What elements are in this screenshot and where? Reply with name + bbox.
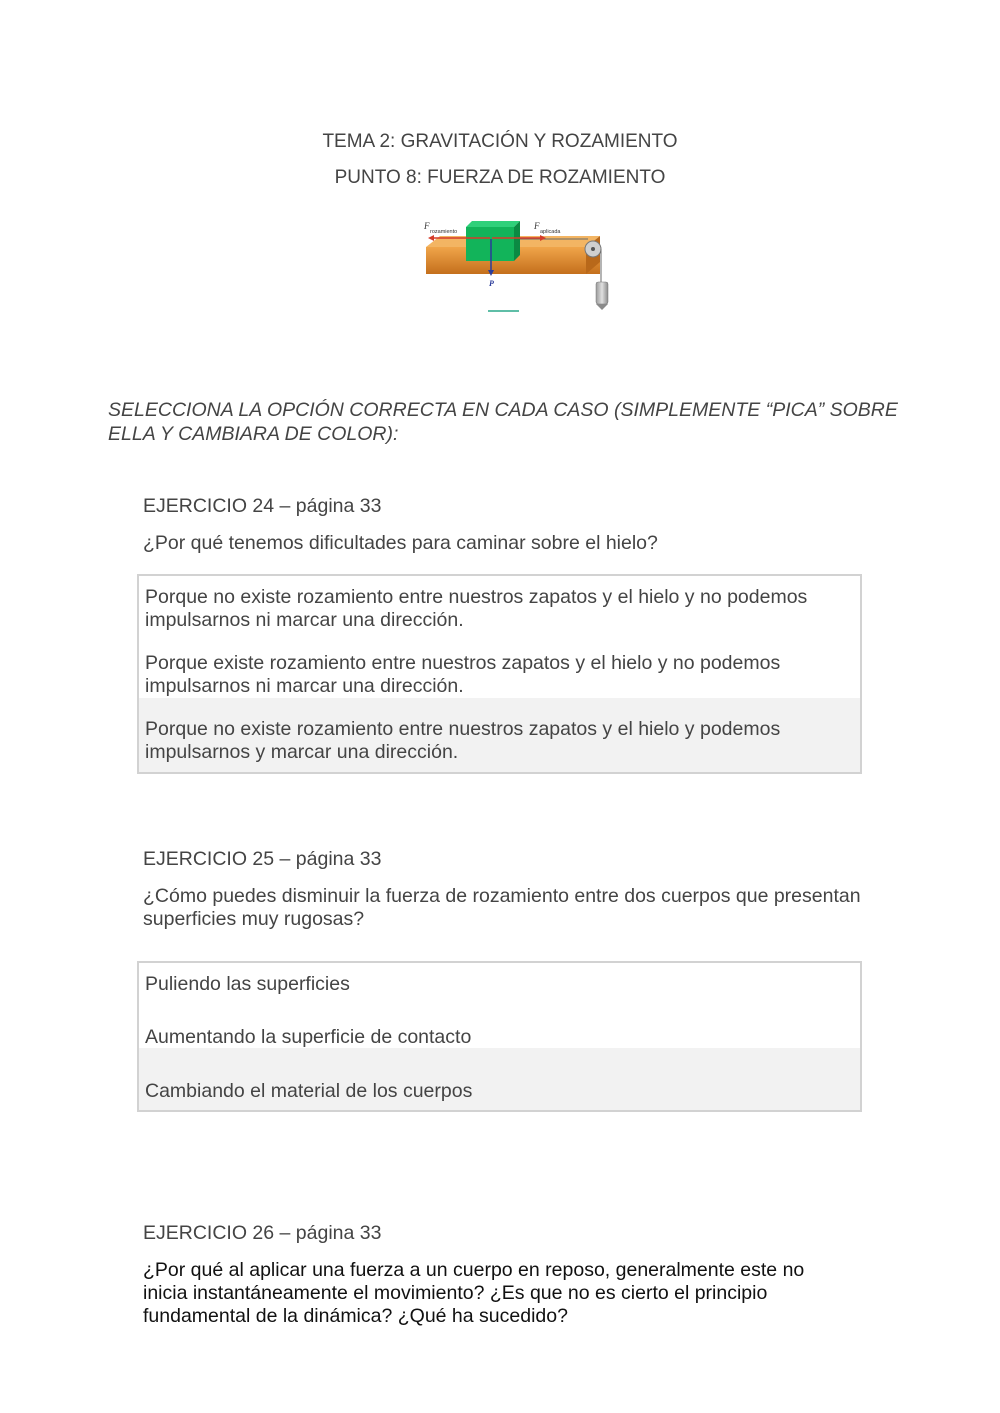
exercise-24-option-2[interactable]: [139, 652, 860, 698]
page-subtitle: PUNTO 8: FUERZA DE ROZAMIENTO: [334, 167, 666, 188]
label-weight: P: [489, 279, 494, 288]
exercise-26-question: ¿Por qué al aplicar una fuerza a un cuerpo en reposo, generalmente este no inicia instantáneamente el movimiento? ¿Es que no es cierto el principio fundamental de la dinámica? ¿Qué ha sucedido?: [143, 1259, 805, 1327]
option-label: Porque no existe rozamiento entre nuestros zapatos y el hielo y podemos impulsarnos y marcar una dirección.: [145, 718, 781, 763]
friction-diagram: [418, 212, 618, 317]
option-label: Porque existe rozamiento entre nuestros zapatos y el hielo y no podemos impulsarnos ni marcar una dirección.: [145, 652, 781, 697]
option-label: Porque no existe rozamiento entre nuestros zapatos y el hielo y no podemos impulsarnos ni marcar una dirección.: [145, 586, 808, 631]
exercise-25-option-1[interactable]: [139, 973, 860, 1013]
hanging-weight: [596, 282, 608, 310]
exercise-25-question: ¿Cómo puedes disminuir la fuerza de rozamiento entre dos cuerpos que presentan superficies muy rugosas?: [143, 885, 861, 930]
exercise-24-question: ¿Por qué tenemos dificultades para caminar sobre el hielo?: [143, 532, 658, 554]
instructions: SELECCIONA LA OPCIÓN CORRECTA EN CADA CASO (SIMPLEMENTE “PICA” SOBRE ELLA Y CAMBIARA DE COLOR):: [108, 399, 898, 445]
exercise-24-option-1[interactable]: [139, 586, 860, 646]
pulley: [585, 241, 601, 257]
exercise-24-heading: EJERCICIO 24 – página 33: [143, 495, 382, 517]
exercise-25-option-2[interactable]: [139, 1026, 860, 1048]
exercise-26-heading: EJERCICIO 26 – página 33: [143, 1222, 382, 1244]
exercise-25-options: [137, 961, 862, 1112]
label-friction: F: [424, 221, 430, 231]
option-label: Cambiando el material de los cuerpos: [145, 1080, 473, 1102]
green-block: [466, 221, 520, 261]
exercise-24-option-3[interactable]: [139, 698, 860, 772]
option-label: Puliendo las superficies: [145, 973, 350, 995]
label-applied: F: [534, 221, 540, 231]
label-applied-sub: aplicada: [540, 229, 561, 235]
exercise-25-option-3[interactable]: [139, 1048, 860, 1110]
page-title: TEMA 2: GRAVITACIÓN Y ROZAMIENTO: [322, 131, 678, 152]
option-label: Aumentando la superficie de contacto: [145, 1026, 472, 1048]
exercise-24-options: [137, 574, 862, 774]
label-friction-sub: rozamiento: [430, 229, 458, 235]
exercise-25-heading: EJERCICIO 25 – página 33: [143, 848, 382, 870]
